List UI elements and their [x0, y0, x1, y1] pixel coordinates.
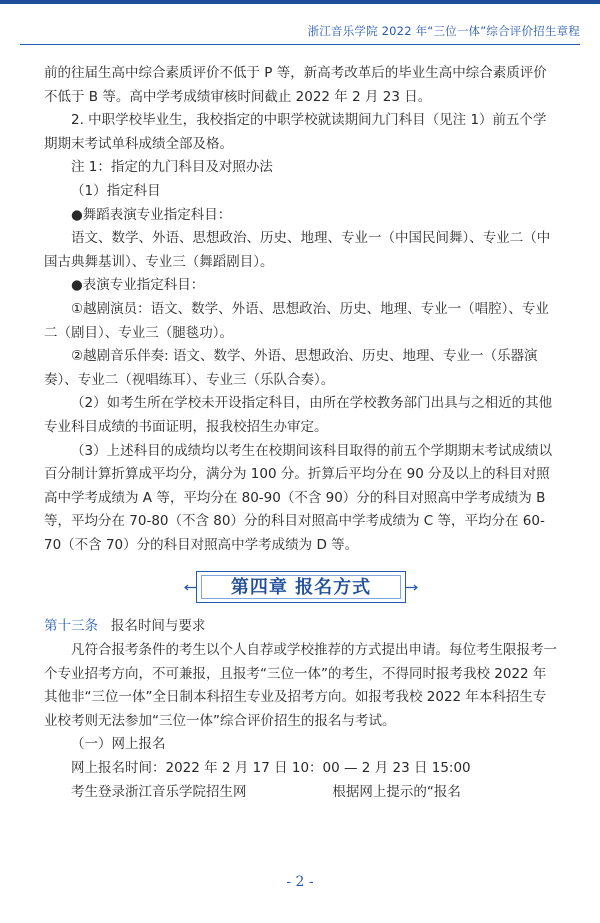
- chapter-ornament-right-icon: [406, 584, 418, 591]
- paragraph-login: 考生登录浙江音乐学院招生网 根据网上提示的“报名: [71, 783, 461, 800]
- article-title: 报名时间与要求: [110, 618, 206, 635]
- chapter-heading: [44, 557, 558, 615]
- header-rule: [20, 44, 580, 45]
- paragraph-yueju-actor: ①越剧演员：语文、数学、外语、思想政治、历史、地理、专业一（唱腔）、专业二（剧目）、专业三（腿毯功）。: [44, 300, 549, 341]
- paragraph-dance-subjects: 语文、数学、外语、思想政治、历史、地理、专业一（中国民间舞）、专业二（中国古典舞基训）、专业三（舞蹈剧目）。: [44, 230, 551, 270]
- header-accent-bar: [0, 0, 600, 4]
- paragraph-online-heading: （一）网上报名: [71, 736, 166, 753]
- paragraph-application: 凡符合报考条件的考生以个人自荐或学校推荐的方式提出申请。每位考生限报考一个专业招考方向，不可兼报，且报考“三位一体”的考生，不得同时报考我校 2022 年其他非“三位一体”全日制本科招生专业及招考方向。如报考我校 2022 年本科招生专业校考则无法参加“三位一体”综合评价招生的报名与考试。: [44, 642, 557, 729]
- page-header: [0, 0, 600, 62]
- chapter-ornament-left-icon: [184, 584, 196, 591]
- paragraph-online-time: 网上报名时间：2022 年 2 月 17 日 10：00 — 2 月 23 日 15:00: [71, 760, 471, 777]
- paragraph-continuation: 前的往届生高中综合素质评价不低于 P 等，新高考改革后的毕业生高中综合素质评价不低于 B 等。高中学考成绩审核时间截止 2022 年 2 月 23 日。: [44, 65, 547, 105]
- paragraph-dance-heading: ●舞蹈表演专业指定科目：: [71, 206, 232, 223]
- document-body: [44, 62, 558, 804]
- paragraph-yueju-music: ②越剧音乐伴奏: 语文、数学、外语、思想政治、历史、地理、专业一（乐器演奏）、专业二（视唱练耳）、专业三（乐队合奏）。: [44, 348, 538, 388]
- paragraph-grade-conversion: （3）上述科目的成绩均以考生在校期间该科目取得的前五个学期期末考试成绩以百分制计算折算成平均分，满分为 100 分。折算后平均分在 90 分及以上的科目对照高中学考成绩为 A 等，平均分在 80-90（不含 90）分的科目对照高中学考成绩为 B 等，平均分在 70-80（不含 80）分的科目对照高中学考成绩为 C 等，平均分在 60-70（不含 70）分的科目对照高中学考成绩为 D 等。: [44, 442, 553, 553]
- paragraph-subjects-heading: （1）指定科目: [71, 182, 161, 199]
- page-number: - 2 -: [286, 874, 314, 890]
- paragraph-no-subject: （2）如考生所在学校未开设指定科目，由所在学校教务部门出具与之相近的其他专业科目成绩的书面证明，报我校招生办审定。: [44, 395, 553, 435]
- chapter-title-box: [196, 571, 406, 603]
- paragraph-note-1: 注 1：指定的九门科目及对照办法: [71, 159, 273, 176]
- header-title: 浙江音乐学院 2022 年“三位一体”综合评价招生章程: [307, 24, 580, 38]
- paragraph-performance-heading: ●表演专业指定科目：: [71, 277, 205, 294]
- chapter-title: 第四章 报名方式: [230, 576, 372, 598]
- article-heading: [44, 615, 558, 639]
- article-number: 第十三条: [44, 618, 98, 635]
- paragraph-vocational: 2. 中职学校毕业生，我校指定的中职学校就读期间九门科目（见注 1）前五个学期期末考试单科成绩全部及格。: [44, 112, 547, 152]
